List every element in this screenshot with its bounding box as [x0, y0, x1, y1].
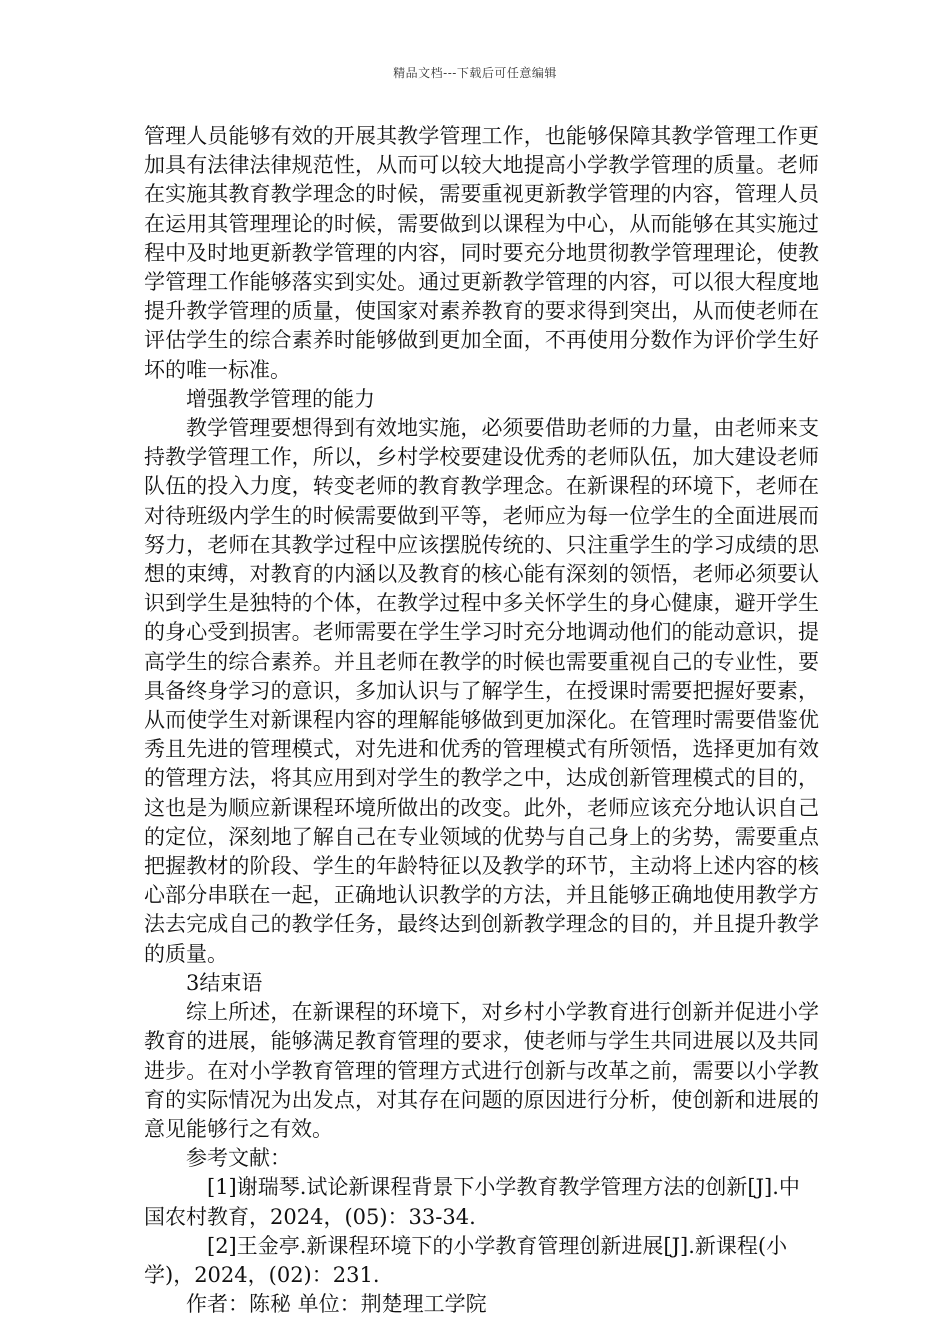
author-line: 作者：陈秘 单位：荆楚理工学院	[186, 1292, 487, 1317]
page-header: 精品文档---下载后可任意编辑	[393, 66, 557, 80]
document-body	[144, 122, 819, 1319]
paragraph-1: 管理人员能够有效的开展其教学管理工作，也能够保障其教学管理工作更加具有法律法律规范性，从而可以较大地提高小学教学管理的质量。老师在实施其教育教学理念的时候，需要重视更新教学管理的内容，管理人员在运用其管理理论的时候，需要做到以课程为中心，从而能够在其实施过程中及时地更新教学管理的内容，同时要充分地贯彻教学管理理论，使教学管理工作能够落实到实处。通过更新教学管理的内容，可以很大程度地提升教学管理的质量，使国家对素养教育的要求得到突出，从而使老师在评估学生的综合素养时能够做到更加全面，不再使用分数作为评价学生好坏的唯一标准。	[144, 124, 819, 382]
section-heading-conclusion: 3结束语	[186, 970, 263, 995]
reference-1: [1]谢瑞琴.试论新课程背景下小学教育教学管理方法的创新[J].中国农村教育，2024，(05)：33-34.	[144, 1175, 800, 1229]
paragraph-2: 教学管理要想得到有效地实施，必须要借助老师的力量，由老师来支持教学管理工作，所以，乡村学校要建设优秀的老师队伍，加大建设老师队伍的投入力度，转变老师的教育教学理念。在新课程的环境下，老师在对待班级内学生的时候需要做到平等，老师应为每一位学生的全面进展而努力，老师在其教学过程中应该摆脱传统的、只注重学生的学习成绩的思想的束缚，对教育的内涵以及教育的核心能有深刻的领悟，老师必须要认识到学生是独特的个体，在教学过程中多关怀学生的身心健康，避开学生的身心受到损害。老师需要在学生学习时充分地调动他们的能动意识，提高学生的综合素养。并且老师在教学的时候也需要重视自己的专业性，要具备终身学习的意识，多加认识与了解学生，在授课时需要把握好要素，从而使学生对新课程内容的理解能够做到更加深化。在管理时需要借鉴优秀且先进的管理模式，对先进和优秀的管理模式有所领悟，选择更加有效的管理方法，将其应用到对学生的教学之中，达成创新管理模式的目的，这也是为顺应新课程环境所做出的改变。此外，老师应该充分地认识自己的定位，深刻地了解自己在专业领域的优势与自己身上的劣势，需要重点把握教材的阶段、学生的年龄特征以及教学的环节，主动将上述内容的核心部分串联在一起，正确地认识教学的方法，并且能够正确地使用教学方法去完成自己的教学任务，最终达到创新教学理念的目的，并且提升教学的质量。	[144, 416, 819, 966]
section-heading-teaching-management: 增强教学管理的能力	[186, 386, 375, 411]
reference-2: [2]王金亭.新课程环境下的小学教育管理创新进展[J].新课程(小学)，2024，(02)：231.	[144, 1233, 788, 1287]
references-heading: 参考文献：	[186, 1146, 291, 1171]
paragraph-3: 综上所述，在新课程的环境下，对乡村小学教育进行创新并促进小学教育的进展，能够满足教育管理的要求，使老师与学生共同进展以及共同进步。在对小学教育管理的管理方式进行创新与改革之前，需要以小学教育的实际情况为出发点，对其存在问题的原因进行分析，使创新和进展的意见能够行之有效。	[144, 1000, 819, 1141]
